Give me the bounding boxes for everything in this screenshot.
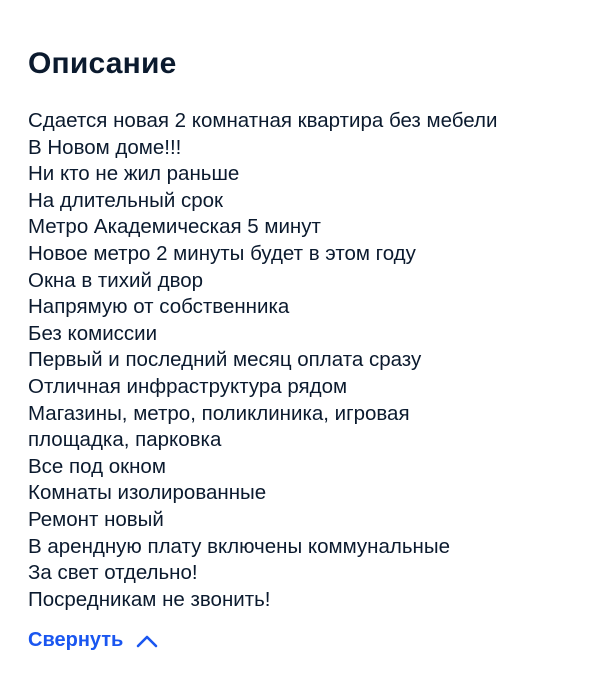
description-line: площадка, парковка — [28, 428, 222, 452]
description-line: Комнаты изолированные — [28, 481, 267, 505]
description-line: Сдается новая 2 комнатная квартира без мебели — [28, 109, 498, 132]
description-line: Без комиссии — [28, 321, 158, 345]
chevron-up-icon — [135, 631, 159, 649]
description-line: За свет отдельно! — [28, 561, 198, 585]
description-line: Метро Академическая 5 минут — [28, 215, 321, 239]
description-line: В Новом доме!!! — [28, 135, 182, 159]
description-line: Все под окном — [28, 454, 166, 478]
description-line: Посредникам не звонить! — [28, 587, 271, 611]
description-line: На длительный срок — [28, 188, 224, 212]
description-line: Магазины, метро, поликлиника, игровая — [28, 401, 410, 425]
description-line: Новое метро 2 минуты будет в этом году — [28, 241, 416, 265]
description-line: Ни кто не жил раньше — [28, 162, 240, 186]
description-text — [28, 108, 580, 613]
section-title: Описание — [28, 47, 177, 80]
description-line: Отличная инфраструктура рядом — [28, 374, 348, 398]
description-line: Окна в тихий двор — [28, 268, 204, 292]
description-line: В арендную плату включены коммунальные — [28, 534, 450, 558]
description-line: Первый и последний месяц оплата сразу — [28, 348, 422, 372]
description-line: Напрямую от собственника — [28, 295, 290, 319]
collapse-button[interactable] — [28, 627, 159, 653]
collapse-label: Свернуть — [28, 629, 124, 652]
description-line: Ремонт новый — [28, 507, 164, 531]
description-section — [28, 44, 580, 653]
